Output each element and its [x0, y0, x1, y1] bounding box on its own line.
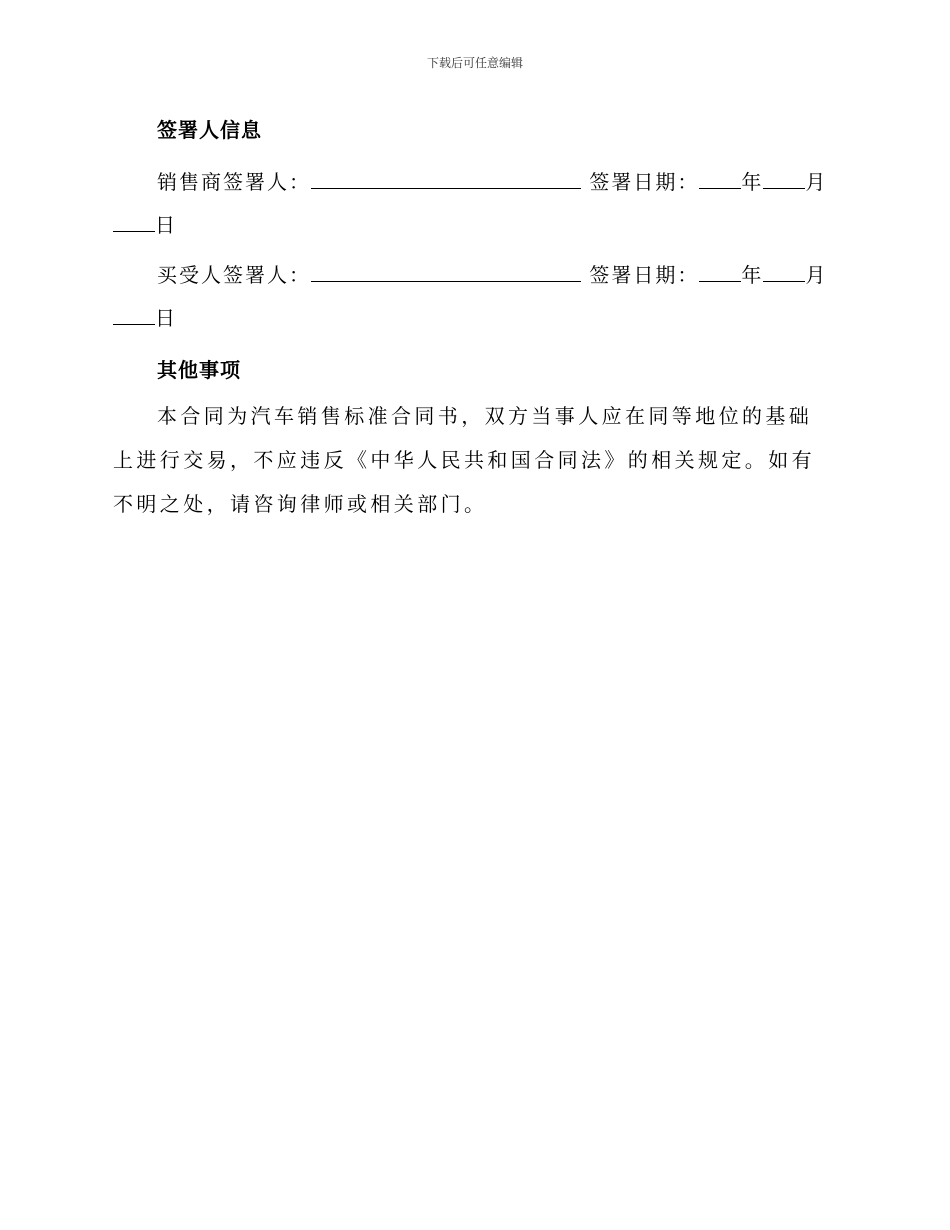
buyer-month-label: 月	[805, 263, 828, 287]
signatory-info-heading: 签署人信息	[157, 118, 262, 142]
buyer-day-blank[interactable]	[113, 304, 155, 325]
seller-year-blank[interactable]	[699, 168, 741, 189]
seller-day-line	[113, 209, 177, 238]
buyer-day-line	[113, 302, 177, 331]
seller-date-label: 签署日期：	[589, 170, 700, 194]
seller-month-blank[interactable]	[763, 168, 805, 189]
buyer-signatory-label: 买受人签署人：	[157, 263, 311, 287]
buyer-date-label: 签署日期：	[589, 263, 700, 287]
buyer-year-label: 年	[741, 263, 764, 287]
seller-year-label: 年	[741, 170, 764, 194]
buyer-signature-blank[interactable]	[311, 261, 581, 282]
seller-signatory-line	[157, 166, 827, 195]
buyer-signatory-line	[157, 259, 827, 288]
seller-month-label: 月	[805, 170, 828, 194]
seller-signature-blank[interactable]	[311, 168, 581, 189]
buyer-year-blank[interactable]	[699, 261, 741, 282]
other-matters-paragraph: 本合同为汽车销售标准合同书，双方当事人应在同等地位的基础上进行交易，不应违反《中华人民共和国合同法》的相关规定。如有不明之处，请咨询律师或相关部门。	[113, 404, 815, 516]
seller-day-blank[interactable]	[113, 211, 155, 232]
page-header: 下载后可任意编辑	[426, 56, 523, 70]
seller-signatory-label: 销售商签署人：	[157, 170, 311, 194]
buyer-month-blank[interactable]	[763, 261, 805, 282]
seller-day-label: 日	[155, 213, 177, 237]
other-matters-heading: 其他事项	[157, 358, 241, 382]
buyer-day-label: 日	[155, 306, 177, 330]
